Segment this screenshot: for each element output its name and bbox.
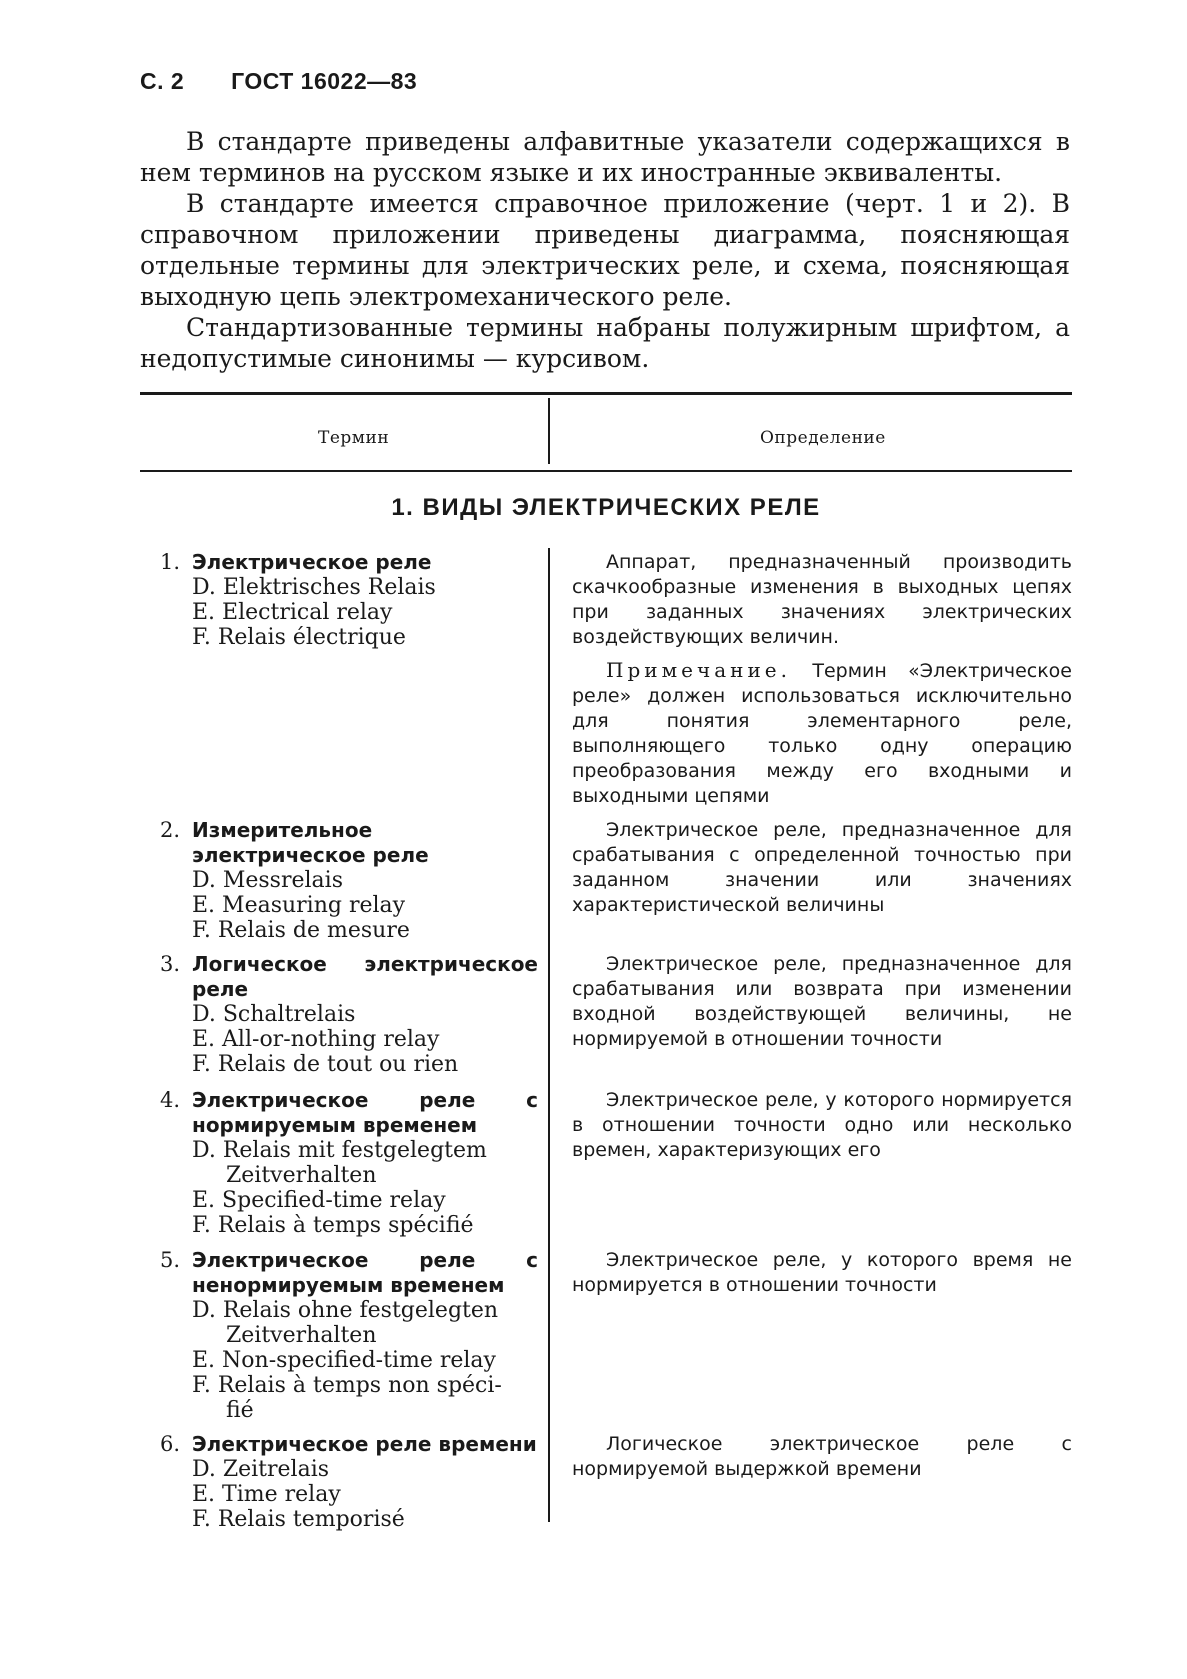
term-number: 5.: [160, 1248, 181, 1272]
term-definition: [572, 1432, 1072, 1482]
standard-number: ГОСТ 16022—83: [231, 68, 418, 94]
body-column-divider: [548, 548, 550, 1522]
term-french: F. Relais électrique: [192, 625, 406, 650]
term-russian: 2. Измерительное электрическое реле: [160, 818, 429, 867]
term-french: F. Relais de mesure: [192, 918, 410, 943]
intro-text: [140, 126, 1070, 374]
term-french: F. Relais à temps non spéci- fié: [192, 1373, 502, 1423]
term-french: F. Relais à temps spécifié: [192, 1213, 474, 1238]
term-english: E. All-or-nothing relay: [192, 1027, 440, 1052]
term-entry: [160, 550, 538, 650]
term-definition: [572, 1248, 1072, 1298]
term-french: F. Relais temporisé: [192, 1507, 405, 1532]
header-column-divider: [548, 398, 550, 464]
term-english: E. Non-specified-time relay: [192, 1348, 496, 1373]
intro-paragraph: В стандарте приведены алфавитные указатели содержащихся в нем терминов на русском языке и их иностранные эквиваленты.: [140, 127, 1070, 187]
term-entry: [160, 818, 538, 943]
term-entry: [160, 1248, 538, 1423]
term-number: 6.: [160, 1432, 181, 1456]
definition-text: Электрическое реле, у которого время не нормируется в отношении точности: [572, 1249, 1072, 1296]
term-definition: [572, 952, 1072, 1052]
term-german: D. Relais mit festgelegtem Zeitverhalten: [192, 1138, 487, 1188]
term-number: 3.: [160, 952, 181, 976]
term-number: 1.: [160, 550, 181, 574]
term-french: F. Relais de tout ou rien: [192, 1052, 459, 1077]
section-title: 1. ВИДЫ ЭЛЕКТРИЧЕСКИХ РЕЛЕ: [391, 494, 821, 521]
page-header: [140, 68, 433, 95]
definition-text: Логическое электрическое реле с нормируемой выдержкой времени: [572, 1433, 1072, 1480]
term-russian: 5. Электрическое реле с ненормируемым временем: [160, 1248, 538, 1297]
note-label: Примечание.: [606, 658, 791, 682]
term-number: 2.: [160, 818, 181, 842]
term-definition: [572, 1088, 1072, 1163]
term-definition: [572, 550, 1072, 809]
term-english: E. Measuring relay: [192, 893, 406, 918]
definition-text: Аппарат, предназначенный производить скачкообразные изменения в выходных цепях при заданных значениях электрических воздействующих величин.: [572, 551, 1072, 648]
term-english: E. Specified-time relay: [192, 1188, 446, 1213]
definition-note: [572, 658, 1072, 809]
definition-text: Электрическое реле, предназначенное для срабатывания или возврата при изменении входной воздействующей величины, не нормируемой в отношении точности: [572, 953, 1072, 1050]
term-german: D. Elektrisches Relais: [192, 575, 436, 600]
term-german: D. Messrelais: [192, 868, 343, 893]
term-entry: [160, 1432, 538, 1532]
term-russian: 3. Логическое электрическое реле: [160, 952, 538, 1001]
term-german: D. Relais ohne festgelegten Zeitverhalten: [192, 1298, 499, 1348]
column-header-definition: Определение: [760, 428, 886, 448]
intro-paragraph: Стандартизованные термины набраны полужирным шрифтом, а недопустимые синонимы — курсивом.: [140, 313, 1070, 373]
table-top-rule: [140, 392, 1072, 395]
definition-text: Электрическое реле, предназначенное для срабатывания с определенной точностью при заданном значении или значениях характеристической величины: [572, 819, 1072, 916]
term-russian: 1. Электрическое реле: [160, 550, 432, 574]
term-definition: [572, 818, 1072, 918]
term-entry: [160, 952, 538, 1077]
definition-text: Электрическое реле, у которого нормируется в отношении точности одно или несколько времен, характеризующих его: [572, 1089, 1072, 1161]
intro-paragraph: В стандарте имеется справочное приложение (черт. 1 и 2). В справочном приложении приведены диаграмма, поясняющая отдельные термины для электрических реле, и схема, поясняющая выходную цепь электромеханического реле.: [140, 189, 1070, 311]
term-russian: 6. Электрическое реле времени: [160, 1432, 537, 1456]
page-number: С. 2: [140, 68, 185, 94]
term-number: 4.: [160, 1088, 181, 1112]
term-english: E. Electrical relay: [192, 600, 393, 625]
note-text: Термин «Электрическое реле» должен использоваться исключительно для понятия элементарного реле, выполняющего только одну операцию преобразования между его входными и выходными цепями: [572, 660, 1072, 807]
table-header-rule: [140, 470, 1072, 472]
column-header-term: Термин: [318, 428, 390, 448]
term-german: D. Zeitrelais: [192, 1457, 330, 1482]
term-german: D. Schaltrelais: [192, 1002, 356, 1027]
term-entry: [160, 1088, 538, 1238]
term-english: E. Time relay: [192, 1482, 341, 1507]
term-russian: 4. Электрическое реле с нормируемым временем: [160, 1088, 538, 1137]
